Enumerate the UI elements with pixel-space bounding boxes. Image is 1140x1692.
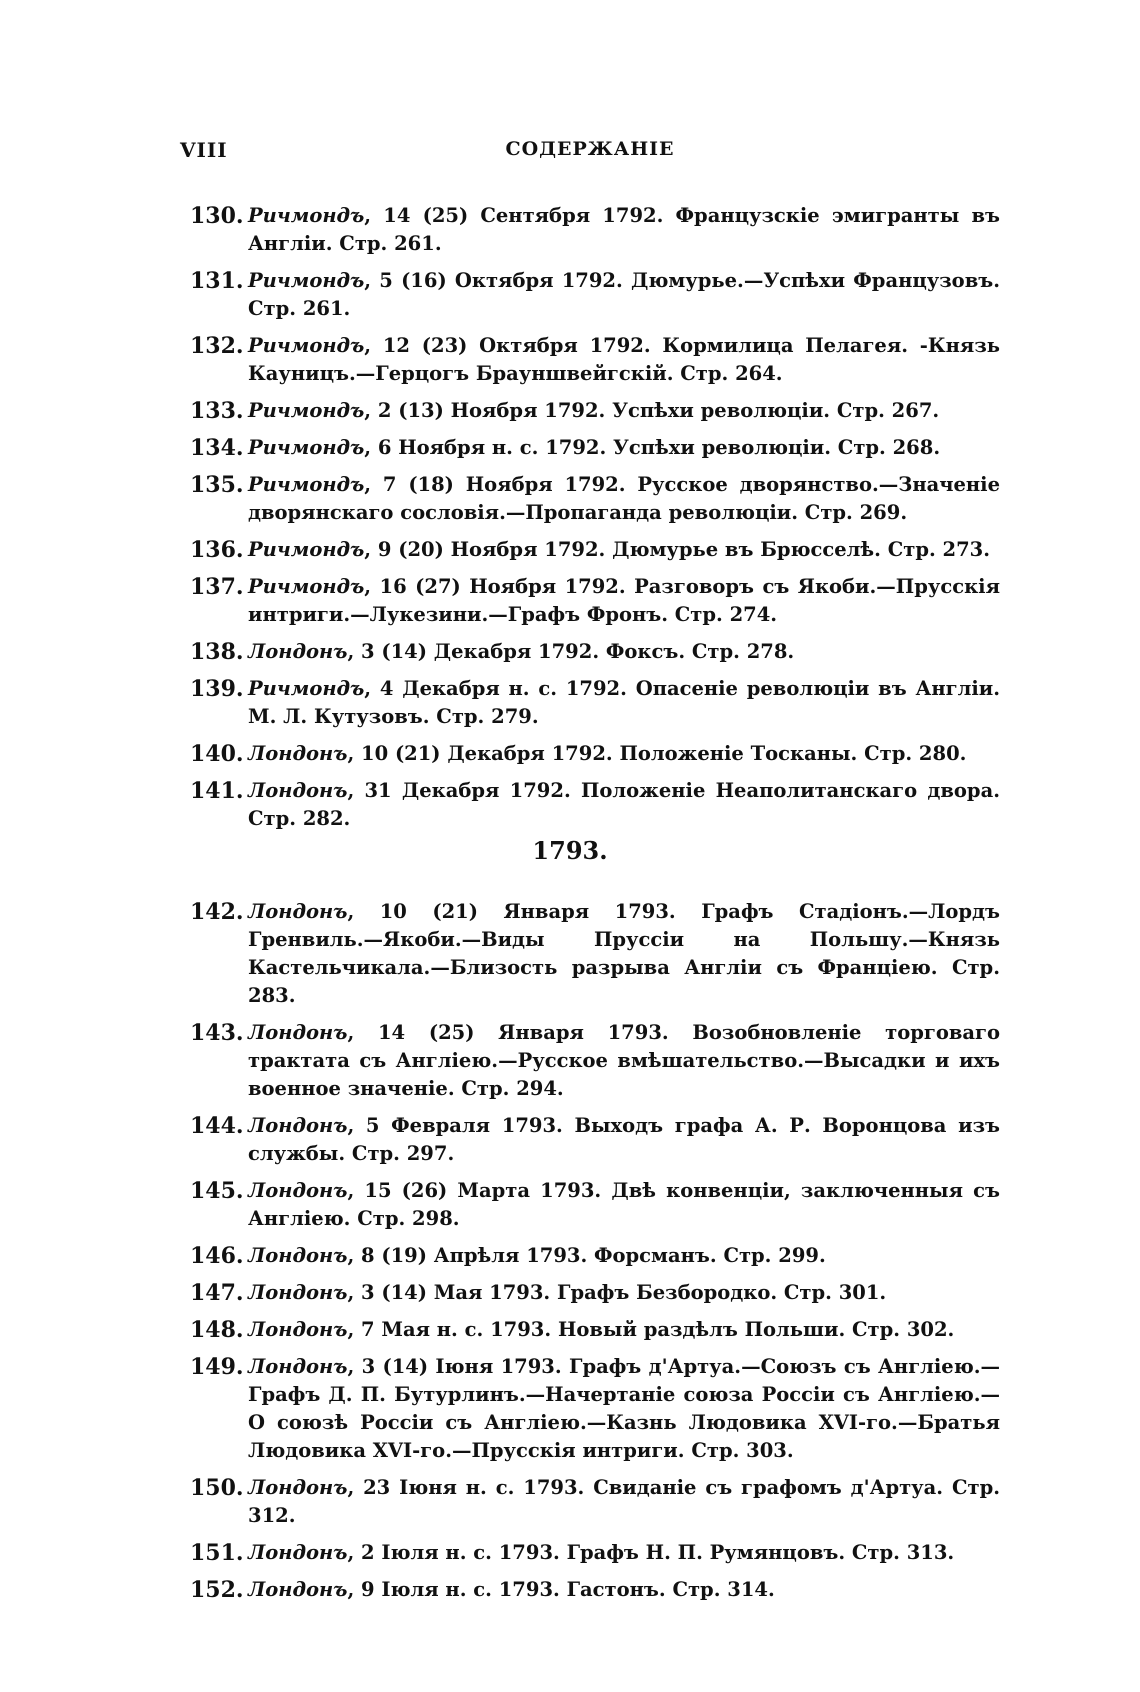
entry-place: Лондонъ bbox=[248, 742, 348, 765]
contents-entry bbox=[190, 267, 1000, 323]
entry-number: 147. bbox=[190, 1280, 244, 1306]
entry-place: Лондонъ bbox=[248, 1318, 348, 1341]
entry-place: Ричмондъ bbox=[248, 436, 365, 459]
entry-number: 139. bbox=[190, 676, 244, 702]
running-title: СОДЕРЖАНIЕ bbox=[505, 138, 675, 160]
entry-number: 137. bbox=[190, 574, 244, 600]
entry-number: 131. bbox=[190, 268, 244, 294]
entry-number: 152. bbox=[190, 1577, 244, 1603]
entry-number: 151. bbox=[190, 1540, 244, 1566]
entry-text: , 3 (14) Декабря 1792. Фоксъ. Стр. 278. bbox=[347, 640, 795, 663]
contents-entry bbox=[190, 536, 1000, 564]
contents-entry bbox=[190, 638, 1000, 666]
entry-number: 148. bbox=[190, 1317, 244, 1343]
year-heading: 1793. bbox=[532, 836, 608, 865]
entry-number: 136. bbox=[190, 537, 244, 563]
entry-number: 138. bbox=[190, 639, 244, 665]
entry-place: Лондонъ bbox=[248, 1541, 348, 1564]
entry-number: 132. bbox=[190, 333, 244, 359]
entry-place: Лондонъ bbox=[248, 1244, 348, 1267]
entry-place: Лондонъ bbox=[248, 1021, 348, 1044]
entry-text: , 9 Iюля н. с. 1793. Гастонъ. Стр. 314. bbox=[347, 1578, 775, 1601]
contents-entry bbox=[190, 1353, 1000, 1465]
entry-place: Лондонъ bbox=[248, 1578, 348, 1601]
entry-text: , 14 (25) Сентября 1792. Французскiе эмигранты въ Англiи. Стр. 261. bbox=[248, 204, 1000, 255]
entry-place: Лондонъ bbox=[248, 1281, 348, 1304]
entry-text: , 10 (21) Января 1793. Графъ Стадiонъ.—Лордъ Гренвиль.—Якоби.—Виды Пруссiи на Польшу.—Князь Кастельчикала.—Близость разрыва Англiи съ Францiею. Стр. 283. bbox=[248, 900, 1000, 1007]
entry-number: 143. bbox=[190, 1020, 244, 1046]
contents-entry bbox=[190, 1539, 1000, 1567]
entry-number: 149. bbox=[190, 1354, 244, 1380]
entry-text: , 9 (20) Ноября 1792. Дюмурье въ Брюсселѣ. Стр. 273. bbox=[364, 538, 991, 561]
entry-place: Лондонъ bbox=[248, 1355, 348, 1378]
entry-place: Лондонъ bbox=[248, 1114, 348, 1137]
entry-text: , 7 (18) Ноября 1792. Русское дворянство.—Значенiе дворянскаго сословiя.—Пропаганда революцiи. Стр. 269. bbox=[248, 473, 1000, 524]
entry-place: Лондонъ bbox=[248, 900, 348, 923]
contents-entry bbox=[190, 1177, 1000, 1233]
entry-text: , 8 (19) Апрѣля 1793. Форсманъ. Стр. 299. bbox=[347, 1244, 826, 1267]
entry-text: , 2 (13) Ноября 1792. Успѣхи революцiи. Стр. 267. bbox=[364, 399, 940, 422]
entry-number: 140. bbox=[190, 741, 244, 767]
entry-number: 142. bbox=[190, 899, 244, 925]
entry-place: Ричмондъ bbox=[248, 269, 365, 292]
contents-entry bbox=[190, 1019, 1000, 1103]
contents-entry bbox=[190, 675, 1000, 731]
entry-text: , 31 Декабря 1792. Положенiе Неаполитанскаго двора. Стр. 282. bbox=[248, 779, 1000, 830]
entry-text: , 5 (16) Октября 1792. Дюмурье.—Успѣхи Французовъ. Стр. 261. bbox=[248, 269, 1000, 320]
contents-section-1793 bbox=[190, 898, 1000, 1613]
entry-place: Ричмондъ bbox=[248, 334, 365, 357]
contents-entry bbox=[190, 1279, 1000, 1307]
contents-entry bbox=[190, 332, 1000, 388]
contents-entry bbox=[190, 434, 1000, 462]
contents-entry bbox=[190, 202, 1000, 258]
entry-place: Лондонъ bbox=[248, 640, 348, 663]
entry-number: 130. bbox=[190, 203, 244, 229]
entry-text: , 16 (27) Ноября 1792. Разговоръ съ Якоби.—Прусскiя интриги.—Лукезини.—Графъ Фронъ. Стр. 274. bbox=[248, 575, 1000, 626]
entry-place: Ричмондъ bbox=[248, 204, 365, 227]
contents-entry bbox=[190, 471, 1000, 527]
entry-text: , 23 Iюня н. с. 1793. Свиданiе съ графомъ д'Артуа. Стр. 312. bbox=[248, 1476, 1000, 1527]
entry-number: 146. bbox=[190, 1243, 244, 1269]
entry-text: , 2 Iюля н. с. 1793. Графъ Н. П. Румянцовъ. Стр. 313. bbox=[347, 1541, 955, 1564]
contents-entry bbox=[190, 740, 1000, 768]
entry-number: 134. bbox=[190, 435, 244, 461]
entry-number: 144. bbox=[190, 1113, 244, 1139]
entry-text: , 7 Мая н. с. 1793. Новый раздѣлъ Польши. Стр. 302. bbox=[347, 1318, 955, 1341]
contents-entry bbox=[190, 397, 1000, 425]
entry-text: , 3 (14) Мая 1793. Графъ Безбородко. Стр. 301. bbox=[347, 1281, 887, 1304]
entry-text: , 14 (25) Января 1793. Возобновленiе торговаго трактата съ Англiею.—Русское вмѣшательство.—Высадки и ихъ военное значенiе. Стр. 294. bbox=[248, 1021, 1000, 1100]
entry-text: , 4 Декабря н. с. 1792. Опасенiе революцiи въ Англiи. М. Л. Кутузовъ. Стр. 279. bbox=[248, 677, 1000, 728]
entry-place: Ричмондъ bbox=[248, 473, 365, 496]
entry-text: , 6 Ноября н. с. 1792. Успѣхи революцiи. Стр. 268. bbox=[364, 436, 941, 459]
contents-entry bbox=[190, 777, 1000, 833]
page-header bbox=[180, 138, 1000, 172]
contents-entry bbox=[190, 1316, 1000, 1344]
entry-text: , 15 (26) Марта 1793. Двѣ конвенцiи, заключенныя съ Англiею. Стр. 298. bbox=[248, 1179, 1000, 1230]
entry-text: , 10 (21) Декабря 1792. Положенiе Тосканы. Стр. 280. bbox=[347, 742, 967, 765]
page-number: VIII bbox=[180, 138, 228, 162]
entry-place: Ричмондъ bbox=[248, 677, 365, 700]
entry-number: 141. bbox=[190, 778, 244, 804]
contents-entry bbox=[190, 1576, 1000, 1604]
entry-number: 145. bbox=[190, 1178, 244, 1204]
entry-number: 135. bbox=[190, 472, 244, 498]
entry-place: Лондонъ bbox=[248, 779, 348, 802]
entry-place: Лондонъ bbox=[248, 1476, 348, 1499]
contents-entry bbox=[190, 1112, 1000, 1168]
contents-entry bbox=[190, 573, 1000, 629]
entry-place: Ричмондъ bbox=[248, 538, 365, 561]
contents-section-1792 bbox=[190, 202, 1000, 842]
entry-place: Ричмондъ bbox=[248, 399, 365, 422]
entry-text: , 5 Февраля 1793. Выходъ графа А. Р. Воронцова изъ службы. Стр. 297. bbox=[248, 1114, 1000, 1165]
contents-entry bbox=[190, 1242, 1000, 1270]
entry-number: 133. bbox=[190, 398, 244, 424]
entry-place: Ричмондъ bbox=[248, 575, 365, 598]
contents-entry bbox=[190, 1474, 1000, 1530]
entry-place: Лондонъ bbox=[248, 1179, 348, 1202]
entry-text: , 3 (14) Iюня 1793. Графъ д'Артуа.—Союзъ съ Англiею.—Графъ Д. П. Бутурлинъ.—Начертанiе союза Россiи съ Англiею.—О союзѣ Россiи съ Англiею.—Казнь Людовика XVI-го.—Братья Людовика XVI-го.—Прусскiя интриги. Стр. 303. bbox=[248, 1355, 1000, 1462]
contents-entry bbox=[190, 898, 1000, 1010]
entry-text: , 12 (23) Октября 1792. Кормилица Пелагея. -Князь Кауницъ.—Герцогъ Брауншвейгскiй. Стр. 264. bbox=[248, 334, 1000, 385]
entry-number: 150. bbox=[190, 1475, 244, 1501]
